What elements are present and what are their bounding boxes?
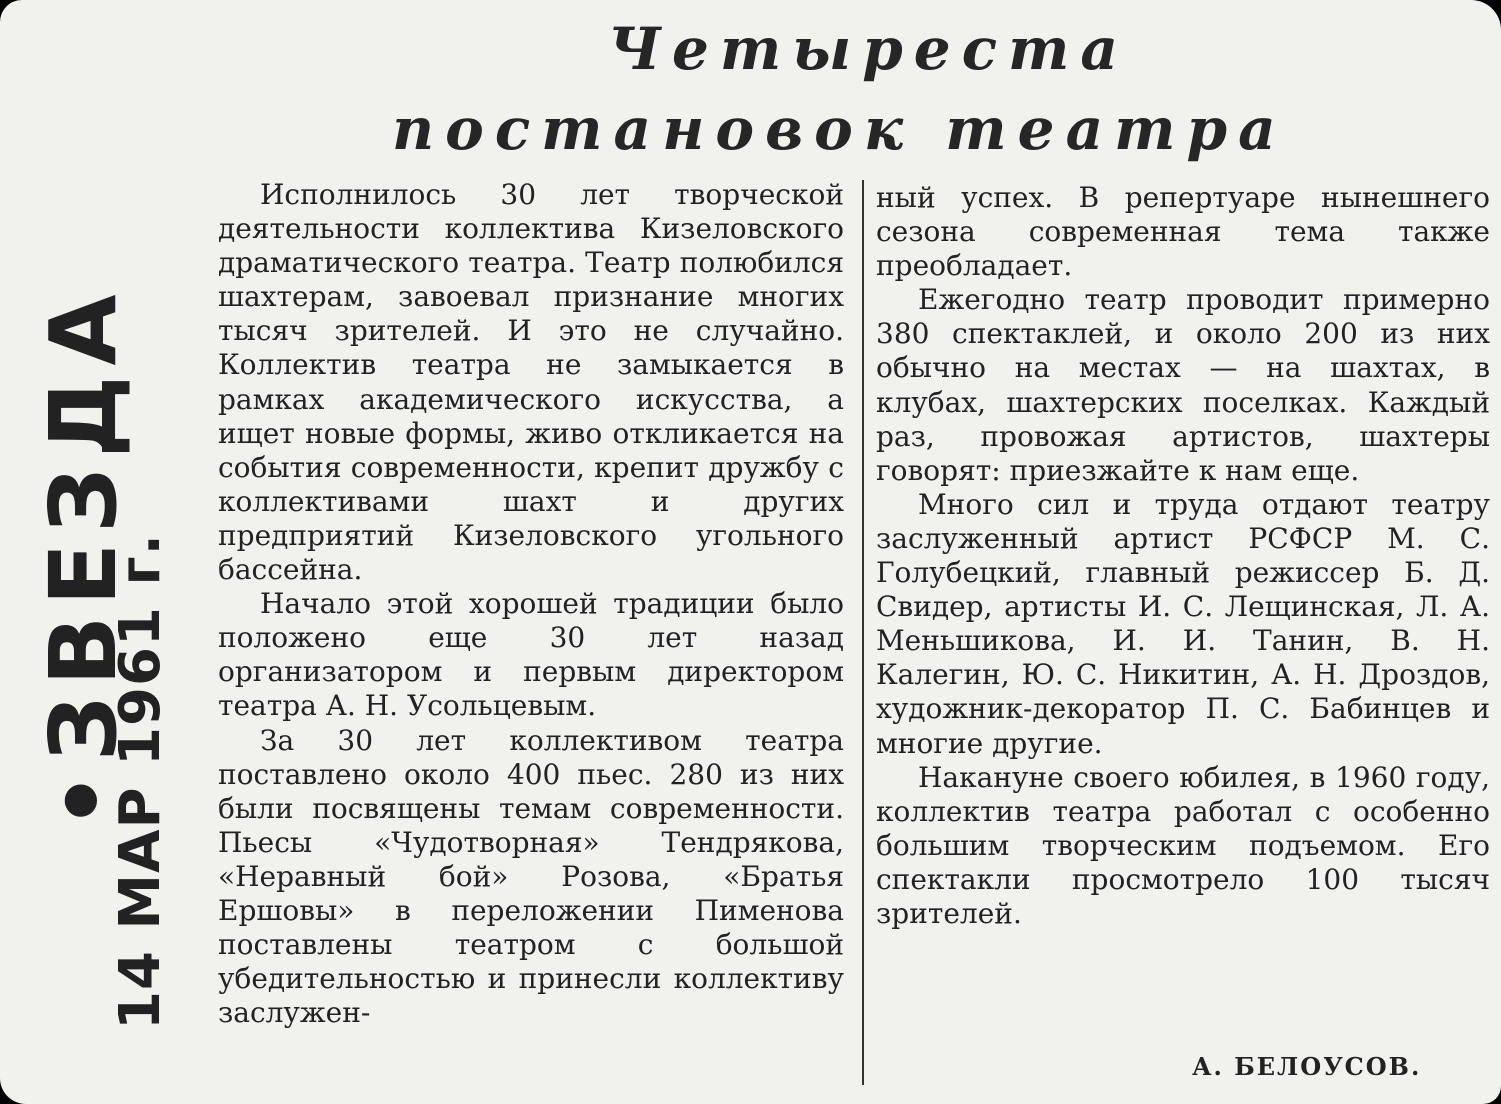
left-column bbox=[218, 178, 844, 1030]
paragraph: Начало этой хорошей традиции было положено еще 30 лет назад организатором и первым директором театра А. Н. Усольцевым. bbox=[218, 587, 844, 723]
headline-line-1: Четыреста bbox=[608, 15, 1129, 83]
author-signature: А. БЕЛОУСОВ. bbox=[1192, 1052, 1422, 1081]
paragraph: Накануне своего юбилея, в 1960 году, коллектив театра работал с особенно большим творческим подъемом. Его спектакли просмотрело 100 тысяч зрителей. bbox=[876, 760, 1490, 930]
paragraph: Ежегодно театр проводит примерно 380 спектаклей, и около 200 из них обычно на местах — на шахтах, в клубах, шахтерских поселках. Каждый раз, провожая артистов, шахтеры говорят: приезжайте к нам еще. bbox=[876, 283, 1490, 487]
right-column bbox=[876, 181, 1490, 931]
stamp-newspaper-name: •ЗВЕЗДА bbox=[30, 284, 137, 830]
paragraph: Исполнилось 30 лет творческой деятельности коллектива Кизеловского драматического театра. Театр полюбился шахтерам, завоевал признание многих тысяч зрителей. И это не случайно. Коллектив театра не замыкается в рамках академического искусства, а ищет новые формы, живо откликается на события современности, крепит дружбу с коллективами шахт и других предприятий Кизеловского угольного бассейна. bbox=[218, 178, 844, 587]
stamp-date: 14 МАР 1961 г. bbox=[108, 533, 173, 1030]
headline-line-2: постановок театра bbox=[392, 95, 1287, 163]
paragraph: ный успех. В репертуаре нынешнего сезона современная тема также преобладает. bbox=[876, 181, 1490, 283]
paragraph: За 30 лет коллективом театра поставлено около 400 пьес. 280 из них были посвящены темам современности. Пьесы «Чудотворная» Тендрякова, «Неравный бой» Розова, «Братья Ершовы» в переложении Пименова поставлены театром с большой убедительностью и принесли коллективу заслужен- bbox=[218, 723, 844, 1030]
column-divider bbox=[862, 180, 864, 1085]
paragraph: Много сил и труда отдают театру заслуженный артист РСФСР М. С. Голубецкий, главный режиссер Б. Д. Свидер, артисты И. С. Лещинская, Л. А. Меньшикова, И. И. Танин, В. Н. Калегин, Ю. С. Никитин, А. Н. Дроздов, художник-декоратор П. С. Бабинцев и многие другие. bbox=[876, 487, 1490, 760]
